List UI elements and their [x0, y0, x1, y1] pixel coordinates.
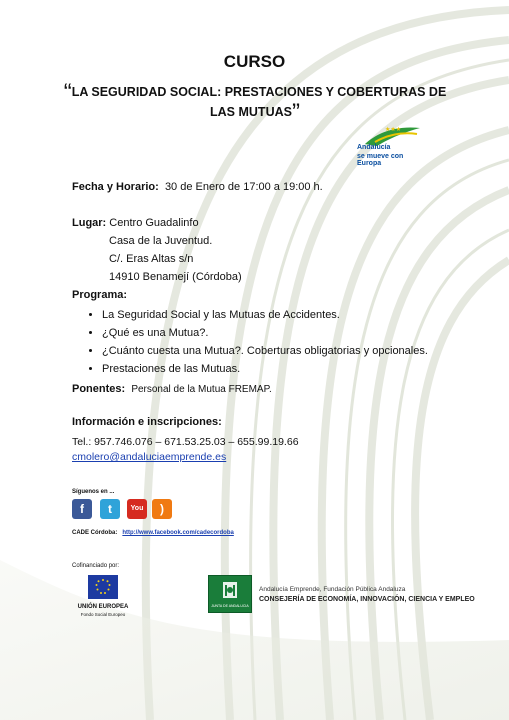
lugar-row: [72, 217, 199, 229]
ponentes-row: [72, 383, 272, 395]
junta-emblem-icon: [209, 576, 251, 604]
cade-label: CADE Córdoba:: [72, 530, 118, 536]
svg-text:★★★: ★★★: [385, 127, 402, 133]
org-name: Andalucía Emprende, Fundación Pública Andaluza: [259, 586, 406, 593]
course-title: [60, 79, 450, 126]
fecha-row: [72, 181, 323, 193]
lugar-label: Lugar:: [72, 217, 107, 229]
andalucia-europa-logo: [345, 122, 425, 166]
course-title-line2: LAS MUTUAS: [210, 105, 292, 119]
cofinanciado-label: Cofinanciado por:: [72, 563, 120, 569]
info-label: Información e inscripciones:: [72, 416, 222, 428]
andalucia-logo-line1: Andalucía: [357, 144, 391, 151]
junta-andalucia-logo: [208, 575, 252, 613]
twitter-icon[interactable]: t: [100, 499, 120, 519]
lugar-line: Centro Guadalinfo: [109, 217, 199, 229]
rss-icon[interactable]: ): [152, 499, 172, 519]
fecha-value: 30 de Enero de 17:00 a 19:00 h.: [164, 181, 323, 193]
cade-row: [72, 530, 234, 536]
course-title-line1: LA SEGURIDAD SOCIAL: PRESTACIONES Y COBERTURAS DE: [71, 85, 447, 99]
social-label: Síguenos en ...: [72, 489, 115, 495]
programa-label: Programa:: [72, 289, 128, 301]
course-heading: CURSO: [223, 52, 286, 71]
cade-facebook-link[interactable]: http://www.facebook.com/cadecordoba: [122, 530, 234, 536]
fecha-label: Fecha y Horario:: [72, 181, 159, 193]
lugar-line: 14910 Benamejí (Córdoba): [109, 271, 242, 283]
open-quote: “: [63, 79, 72, 106]
lugar-line: C/. Eras Altas s/n: [109, 253, 194, 265]
programa-list: [72, 306, 509, 378]
phone-numbers: Tel.: 957.746.076 – 671.53.25.03 – 655.99.19.66: [72, 436, 299, 448]
eu-flag-icon: [88, 575, 118, 599]
andalucia-logo-line2: se mueve con Europa: [357, 153, 404, 167]
ue-label: UNIÓN EUROPEA: [77, 604, 129, 610]
list-item: • ¿Qué es una Mutua?.: [102, 324, 509, 342]
youtube-icon[interactable]: You: [127, 499, 147, 519]
facebook-icon[interactable]: f: [72, 499, 92, 519]
ponentes-label: Ponentes:: [72, 383, 126, 395]
list-item: • ¿Cuánto cuesta una Mutua?. Coberturas obligatorias y opcionales.: [102, 342, 509, 360]
list-item: • Prestaciones de las Mutuas.: [102, 360, 509, 378]
list-item: • La Seguridad Social y las Mutuas de Accidentes.: [102, 306, 509, 324]
consejeria-name: CONSEJERÍA DE ECONOMÍA, INNOVACIÓN, CIENCIA Y EMPLEO: [259, 596, 475, 603]
ponentes-value: Personal de la Mutua FREMAP.: [131, 384, 272, 395]
email-link[interactable]: cmolero@andaluciaemprende.es: [72, 451, 227, 463]
fse-label: Fondo Social Europeo: [80, 612, 126, 617]
close-quote: ”: [291, 99, 300, 126]
junta-caption: JUNTA DE ANDALUCIA: [211, 604, 249, 608]
lugar-line: Casa de la Juventud.: [109, 235, 213, 247]
